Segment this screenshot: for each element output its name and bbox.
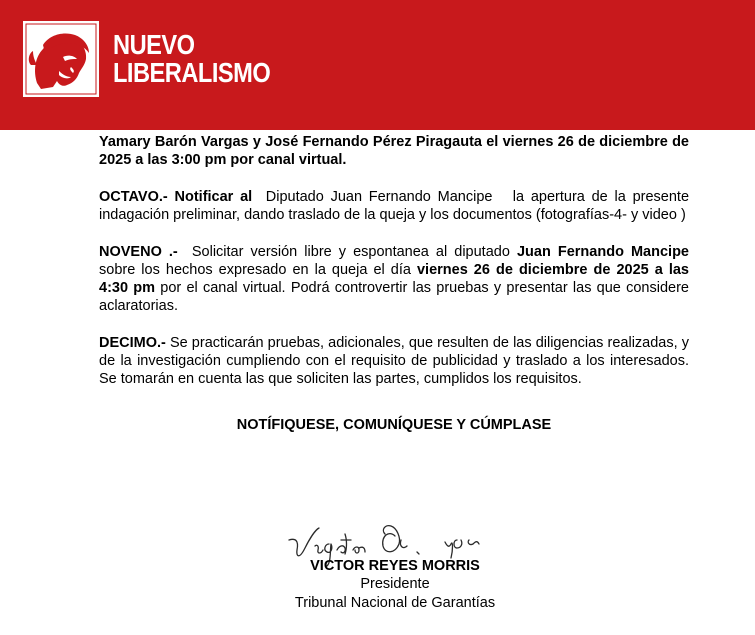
- octavo-body: Diputado Juan Fernando Mancipe la apertura de la presente indagación preliminar, dando traslado de la queja y los documentos (fotografías-4- y video ): [99, 189, 694, 223]
- signatory-role: Presidente: [360, 576, 430, 592]
- noveno-part2: sobre los hechos expresado en la queja el día: [99, 262, 417, 278]
- decimo-body: Se practicarán pruebas, adicionales, que resulten de las diligencias realizadas, y de la investigación cumpliendo con el requisito de publicidad y traslado a los interesados. Se tomarán en cuenta las que soliciten las partes, cumplidos los requisitos.: [99, 335, 689, 387]
- noveno-date: viernes 26 de diciembre de 2025 a las 4:30 pm: [99, 262, 690, 296]
- brand-name: [113, 31, 270, 87]
- noveno-part1: Solicitar versión libre y espontanea al diputado: [177, 244, 517, 260]
- noveno-part3: por el canal virtual. Podrá controvertir las pruebas y presentar las que considere aclaratorias.: [99, 280, 689, 314]
- signatory-name: VICTOR REYES MORRIS: [310, 558, 480, 574]
- party-logo: [23, 21, 99, 97]
- document-body: [99, 133, 694, 434]
- intro-paragraph: [99, 133, 689, 169]
- header-banner: [0, 0, 755, 130]
- octavo-heading: OCTAVO.- Notificar al: [99, 189, 253, 205]
- decimo-paragraph: [99, 334, 689, 388]
- noveno-name: Juan Fernando Mancipe: [516, 244, 689, 260]
- closing-statement: NOTÍFIQUESE, COMUNÍQUESE Y CÚMPLASE: [236, 417, 552, 433]
- portrait-logo-icon: [23, 21, 99, 97]
- signature-block: [240, 510, 550, 630]
- noveno-paragraph: [99, 243, 689, 315]
- intro-text: Yamary Barón Vargas y José Fernando Pérez Piragauta el viernes 26 de diciembre de 2025 a las 3:00 pm por canal virtual.: [99, 134, 689, 168]
- noveno-heading: NOVENO .-: [99, 244, 178, 260]
- octavo-paragraph: [99, 188, 694, 224]
- decimo-heading: DECIMO.-: [99, 335, 166, 351]
- brand-line-2: LIBERALISMO: [113, 57, 271, 88]
- signatory-organization: Tribunal Nacional de Garantías: [294, 595, 496, 611]
- brand-line-1: NUEVO: [113, 29, 195, 60]
